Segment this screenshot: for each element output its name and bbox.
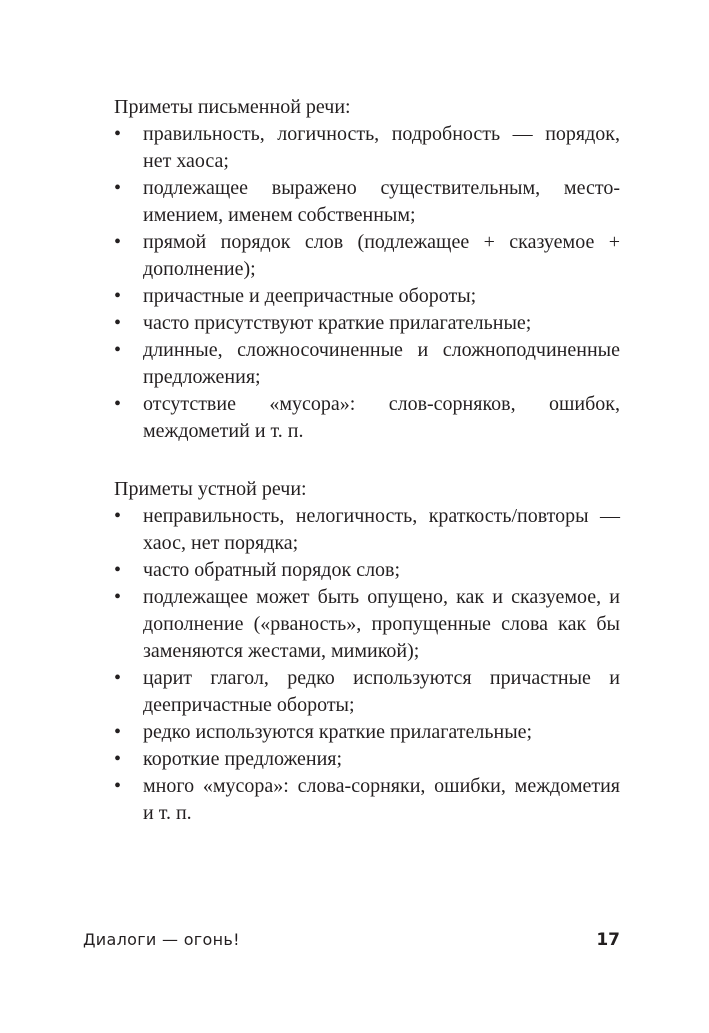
written-speech-section: [114, 94, 620, 445]
list-item: • часто присутствуют краткие прилагательные;: [114, 310, 620, 337]
running-footer-title: Диалоги — огонь!: [83, 930, 240, 949]
list-item: • длинные, сложносочиненные и сложноподчиненные предложения;: [114, 337, 620, 391]
oral-speech-heading: Приметы устной речи:: [114, 478, 307, 500]
written-speech-heading: Приметы письменной речи:: [114, 96, 351, 118]
list-item: • прямой порядок слов (подлежащее + сказуемое + дополнение);: [114, 229, 620, 283]
list-item: • царит глагол, редко используются причастные и деепричастные обороты;: [114, 665, 620, 719]
list-item: • причастные и деепричастные обороты;: [114, 283, 620, 310]
oral-speech-section: [114, 476, 620, 827]
list-item: • правильность, логичность, подробность — порядок, нет хаоса;: [114, 121, 620, 175]
written-speech-list: [114, 121, 620, 445]
page-number: 17: [596, 930, 620, 950]
oral-speech-list: [114, 503, 620, 827]
list-item: • подлежащее выражено существительным, местоимением, именем собственным;: [114, 175, 620, 229]
list-item: • много «мусора»: слова-сорняки, ошибки, междометия и т. п.: [114, 773, 620, 827]
list-item: • часто обратный порядок слов;: [114, 557, 620, 584]
list-item: • неправильность, нелогичность, краткость/повторы — хаос, нет порядка;: [114, 503, 620, 557]
list-item: • редко используются краткие прилагательные;: [114, 719, 620, 746]
list-item: • отсутствие «мусора»: слов-сорняков, ошибок, междометий и т. п.: [114, 391, 620, 445]
list-item: • короткие предложения;: [114, 746, 620, 773]
list-item: • подлежащее может быть опущено, как и сказуемое, и дополнение («рваность», пропущенные слова как бы заменяются жестами, мимикой);: [114, 584, 620, 665]
